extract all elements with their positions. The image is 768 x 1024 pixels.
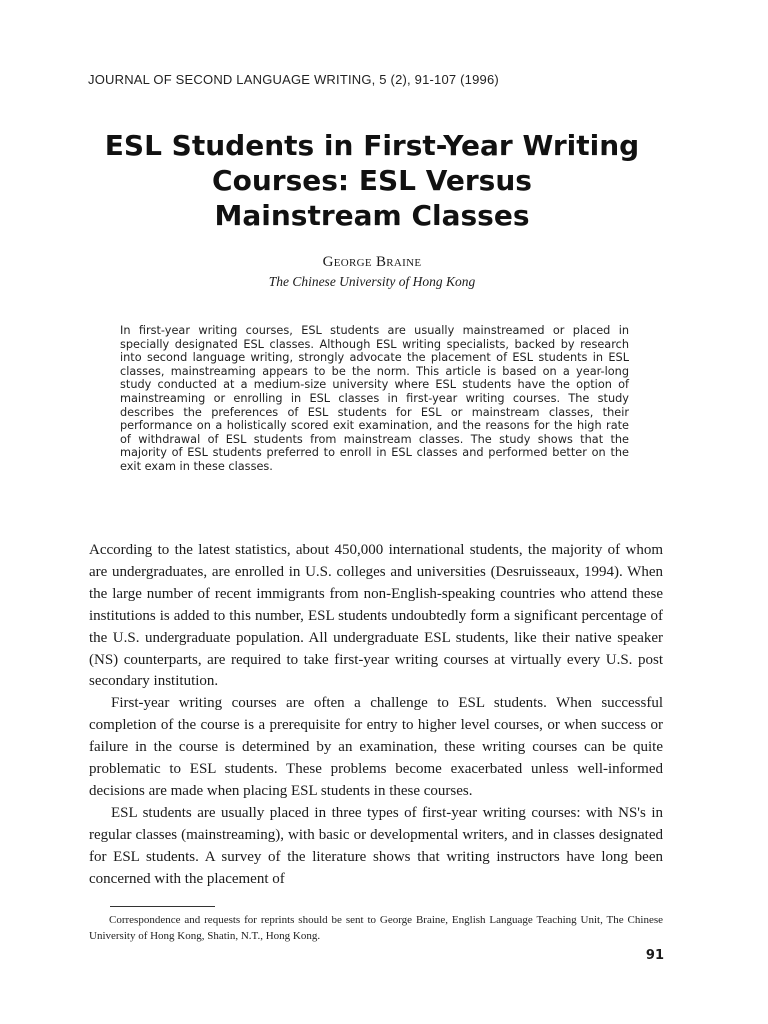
title-line-1: ESL Students in First-Year Writing: [104, 129, 640, 162]
body-paragraph-2: First-year writing courses are often a challenge to ESL students. When successful completion of the course is a prerequisite for entry to higher level courses, or when success or failure in the course is determined by an examination, these writing courses can be quite problematic to ESL students. These problems become exacerbated unless well-informed decisions are made when placing ESL students in these courses.: [89, 695, 663, 799]
title-line-2: Courses: ESL Versus: [212, 164, 532, 197]
body-paragraph-3: ESL students are usually placed in three types of first-year writing courses: with NS's in regular classes (mainstreaming), with basic or developmental writers, and in classes designated for ESL students. A survey of the literature shows that writing instructors have long been concerned with the placement of: [89, 804, 663, 887]
footnote: Correspondence and requests for reprints should be sent to George Braine, English Language Teaching Unit, The Chinese University of Hong Kong, Shatin, N.T., Hong Kong.: [89, 914, 663, 942]
author-name: George Braine: [322, 254, 422, 270]
running-head: JOURNAL OF SECOND LANGUAGE WRITING, 5 (2), 91-107 (1996): [88, 72, 499, 87]
article-body: [89, 540, 663, 891]
abstract: In first-year writing courses, ESL students are usually mainstreamed or placed in specially designated ESL classes. Although ESL writing specialists, backed by research into second language writing, strongly advocate the placement of ESL students in ESL classes, mainstreaming appears to be the norm. This article is based on a year-long study conducted at a medium-size university where ESL students have the option of mainstreaming or enrolling in ESL classes in first-year writing courses. The study describes the preferences of ESL students for ESL or mainstream classes, their performance on a holistically scored exit examination, and the reasons for the high rate of withdrawal of ESL students from mainstream classes. The study shows that the majority of ESL students preferred to enroll in ESL classes and performed better on the exit exam in these classes.: [120, 324, 629, 473]
body-paragraph-1: According to the latest statistics, about 450,000 international students, the majority of whom are undergraduates, are enrolled in U.S. colleges and universities (Desruisseaux, 1994). When the large number of recent immigrants from non-English-speaking countries who attend these institutions is added to this number, ESL students undoubtedly form a significant percentage of the U.S. undergraduate population. All undergraduate ESL students, like their native speaker (NS) counterparts, are required to take first-year writing courses at virtually every U.S. post secondary institution.: [89, 542, 663, 690]
title-line-3: Mainstream Classes: [214, 199, 530, 232]
page-number: 91: [645, 948, 664, 963]
footnote-rule: [110, 906, 215, 907]
author-affiliation: The Chinese University of Hong Kong: [268, 274, 476, 289]
article-title: [80, 128, 664, 233]
